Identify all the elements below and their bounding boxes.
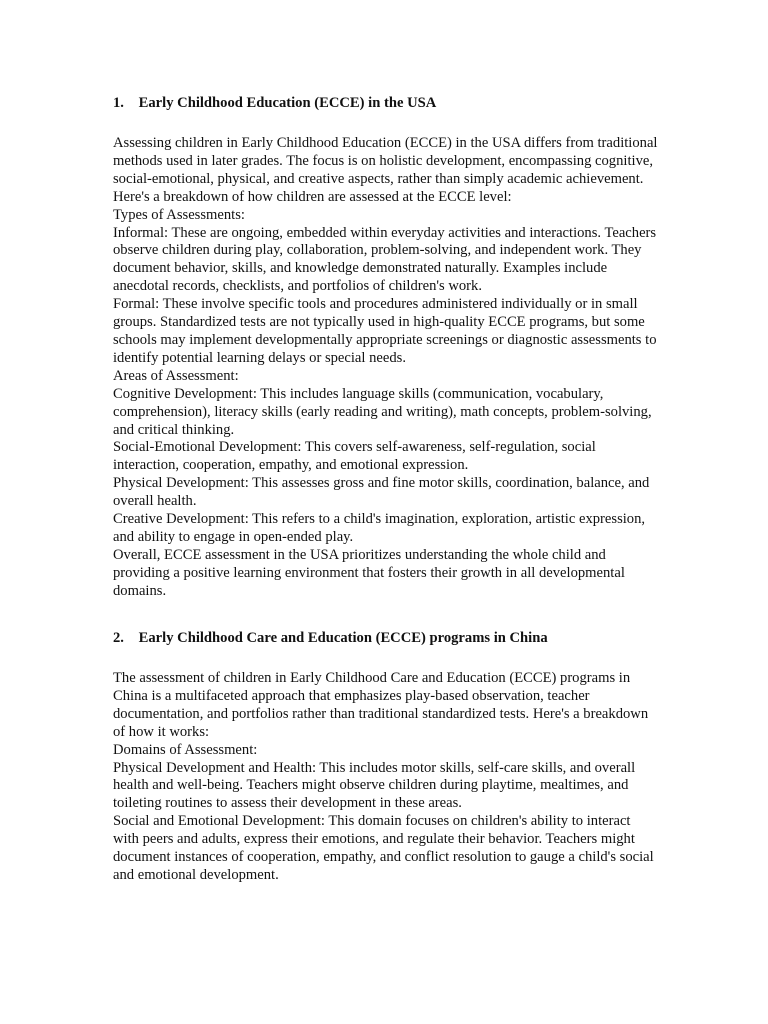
section-body bbox=[113, 670, 683, 885]
text-line: interaction, cooperation, empathy, and emotional expression. bbox=[113, 457, 469, 474]
section-body bbox=[113, 135, 683, 601]
text-line: Informal: These are ongoing, embedded within everyday activities and interactions. Teachers bbox=[113, 224, 657, 241]
text-line: identify potential learning delays or special needs. bbox=[113, 349, 406, 366]
text-line: toileting routines to assess their development in these areas. bbox=[113, 795, 462, 812]
text-line: Assessing children in Early Childhood Education (ECCE) in the USA differs from traditional bbox=[113, 135, 658, 151]
text-line: Types of Assessments: bbox=[113, 206, 245, 223]
text-line: Here's a breakdown of how children are assessed at the ECCE level: bbox=[113, 188, 512, 205]
text-line: of how it works: bbox=[113, 723, 210, 740]
text-line: Physical Development and Health: This includes motor skills, self-care skills, and overall bbox=[113, 759, 636, 776]
text-line: The assessment of children in Early Childhood Care and Education (ECCE) programs in bbox=[113, 670, 631, 686]
text-line: with peers and adults, express their emotions, and regulate their behavior. Teachers might bbox=[113, 831, 635, 848]
text-line: and emotional development. bbox=[113, 866, 279, 883]
text-line: documentation, and portfolios rather than traditional standardized tests. Here's a breakdown bbox=[113, 705, 649, 722]
section-heading bbox=[113, 94, 683, 112]
text-line: schools may implement developmentally appropriate screenings or diagnostic assessments to bbox=[113, 331, 657, 348]
text-line: Formal: These involve specific tools and procedures administered individually or in small bbox=[113, 296, 638, 313]
text-line: comprehension), literacy skills (early reading and writing), math concepts, problem-solving, bbox=[113, 403, 652, 420]
text-line: health and well-being. Teachers might observe children during playtime, mealtimes, and bbox=[113, 777, 629, 794]
text-line: Overall, ECCE assessment in the USA prioritizes understanding the whole child and bbox=[113, 546, 606, 563]
text-line: domains. bbox=[113, 582, 167, 599]
text-line: overall health. bbox=[113, 493, 197, 510]
text-line: and ability to engage in open-ended play. bbox=[113, 528, 354, 545]
text-line: observe children during play, collaboration, problem-solving, and independent work. They bbox=[113, 242, 642, 259]
text-line: social-emotional, physical, and creative aspects, rather than simply academic achievement. bbox=[113, 170, 644, 187]
text-line: document behavior, skills, and knowledge demonstrated naturally. Examples include bbox=[113, 260, 608, 277]
text-line: document instances of cooperation, empathy, and conflict resolution to gauge a child's social bbox=[113, 849, 654, 866]
text-line: Physical Development: This assesses gross and fine motor skills, coordination, balance, and bbox=[113, 475, 650, 492]
text-line: methods used in later grades. The focus is on holistic development, encompassing cognitive, bbox=[113, 152, 653, 169]
text-line: providing a positive learning environment that fosters their growth in all developmental bbox=[113, 564, 625, 581]
section-number: 1. bbox=[113, 95, 124, 111]
text-line: and critical thinking. bbox=[113, 421, 235, 438]
text-line: Areas of Assessment: bbox=[113, 367, 239, 384]
text-line: Social-Emotional Development: This covers self-awareness, self-regulation, social bbox=[113, 439, 596, 456]
section-title: Early Childhood Education (ECCE) in the USA bbox=[138, 95, 437, 111]
text-line: groups. Standardized tests are not typically used in high-quality ECCE programs, but some bbox=[113, 314, 645, 331]
section-title: Early Childhood Care and Education (ECCE) programs in China bbox=[138, 630, 548, 646]
section-china bbox=[113, 629, 683, 885]
section-usa bbox=[113, 94, 683, 601]
text-line: China is a multifaceted approach that emphasizes play-based observation, teacher bbox=[113, 687, 590, 704]
section-number: 2. bbox=[113, 630, 124, 646]
text-line: anecdotal records, checklists, and portfolios of children's work. bbox=[113, 278, 482, 295]
section-heading bbox=[113, 629, 683, 647]
text-line: Social and Emotional Development: This domain focuses on children's ability to interact bbox=[113, 813, 631, 830]
text-line: Cognitive Development: This includes language skills (communication, vocabulary, bbox=[113, 385, 604, 402]
text-line: Creative Development: This refers to a child's imagination, exploration, artistic expression, bbox=[113, 511, 646, 528]
text-line: Domains of Assessment: bbox=[113, 741, 258, 758]
